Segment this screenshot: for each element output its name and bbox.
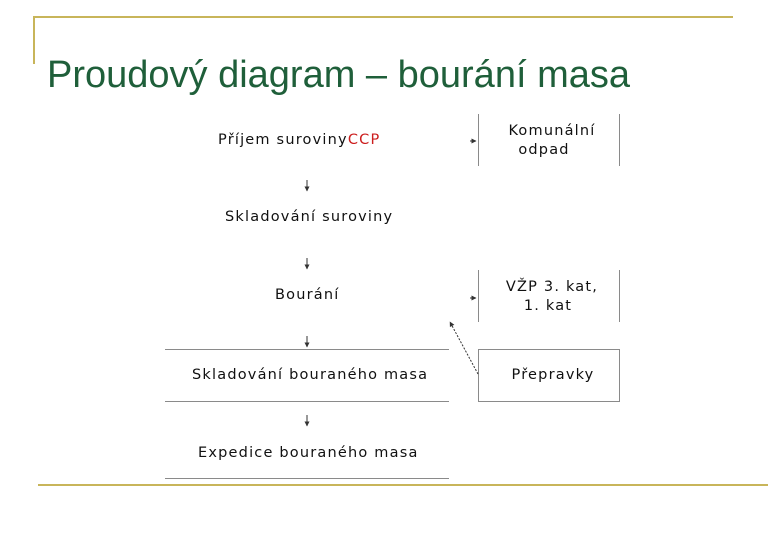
slide-title: Proudový diagram – bourání masa (47, 54, 630, 96)
step-bourani: Bourání (275, 287, 340, 303)
arrow-from-prepravky (450, 322, 478, 374)
vzp-line1: VŽP 3. kat, (505, 279, 599, 295)
step-expedice: Expedice bouraného masa (198, 445, 419, 461)
vzp-line2: 1. kat (523, 298, 573, 314)
ccp-marker: CCP (347, 132, 381, 148)
step-prijem-label: Příjem suroviny (218, 132, 348, 148)
step-skladovani-bouraneho: Skladování bouraného masa (192, 367, 429, 383)
komunalni-line2: odpad (518, 142, 570, 158)
step-skladovani-suroviny: Skladování suroviny (225, 209, 394, 225)
komunalni-line1: Komunální (508, 123, 596, 139)
label-prepravky: Přepravky (511, 367, 595, 383)
